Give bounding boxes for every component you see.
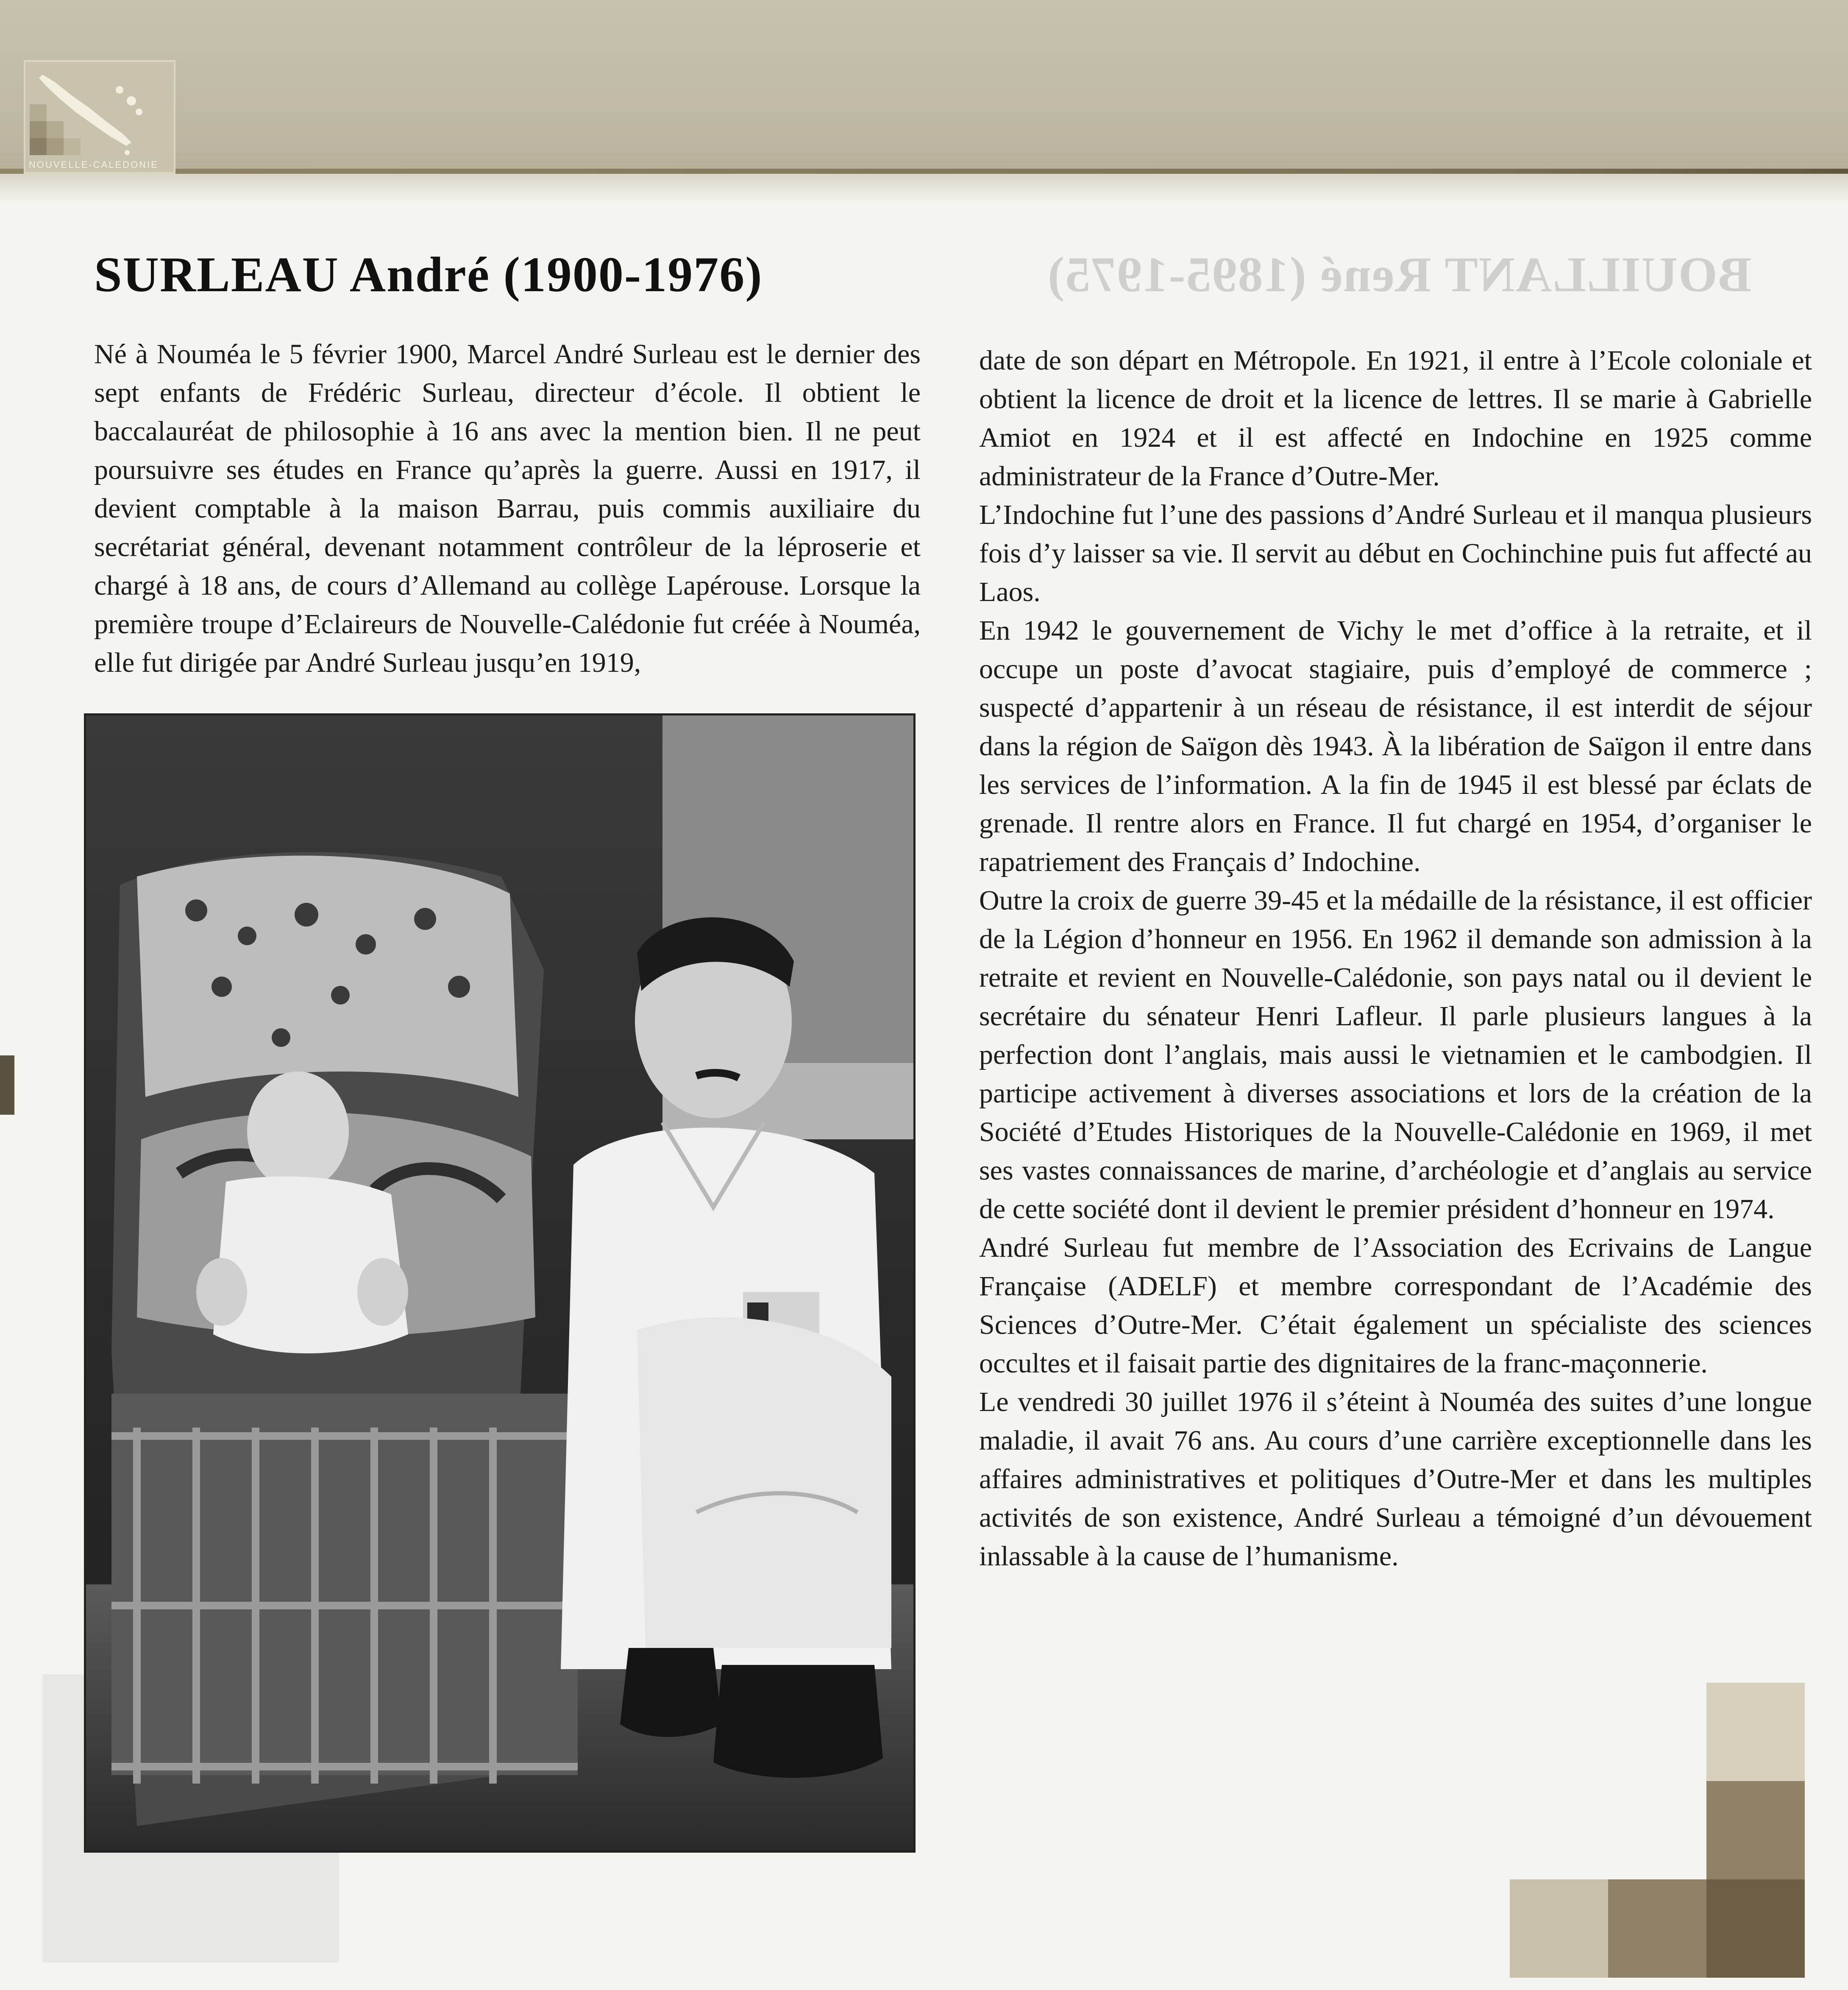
left-column (94, 335, 921, 682)
new-caledonia-logo (24, 60, 175, 174)
right-column (979, 341, 1812, 1575)
header-rule (0, 169, 1848, 174)
paragraph-2: L’Indochine fut l’une des passions d’André Surleau et il manqua plusieurs fois d’y laisser sa vie. Il servit au début en Cochinchine puis fut affecté au Laos. (979, 499, 1812, 607)
decor-square-4 (1608, 1879, 1706, 1978)
paragraph-5: André Surleau fut membre de l’Association des Ecrivains de Langue Française (ADELF) et membre correspondant de l’Académie des Sciences d’Outre-Mer. C’était également un spécialiste des sciences occultes et il faisait partie des dignitaires de la franc-maçonnerie. (979, 1232, 1812, 1379)
header-fade (0, 174, 1848, 203)
page-title: SURLEAU André (1900-1976) (94, 247, 763, 302)
new-caledonia-map-icon (25, 62, 174, 159)
paragraph-4: Outre la croix de guerre 39-45 et la médaille de la résistance, il est officier de la Légion d’honneur en 1956. En 1962 il demande son admission à la retraite et revient en Nouvelle-Calédonie, son pays natal ou il devient le secrétaire du sénateur Henri Lafleur. Il parle plusieurs langues à la perfection dont l’anglais, mais aussi le vietnamien et le cambodgien. Il participe activement à diverses associations et lors de la création de la Société d’Etudes Historiques de la Nouvelle-Calédonie en 1969, il met ses vastes connaissances de marine, d’archéologie et d’anglais au service de cette société dont il devient le premier président d’honneur en 1974. (979, 885, 1812, 1225)
decor-square-2 (1706, 1781, 1805, 1879)
decor-square-3 (1510, 1879, 1608, 1978)
decor-square-5 (1706, 1879, 1805, 1978)
bleed-through-title: BOUILLANT René (1895-1975) (1047, 247, 1752, 302)
portrait-photo (84, 713, 916, 1853)
side-tab-marker (0, 1055, 14, 1115)
paragraph-3: En 1942 le gouvernement de Vichy le met d’office à la retraite, et il occupe un poste d’avocat stagiaire, puis d’employé de commerce ; suspecté d’appartenir à un réseau de résistance, il est interdit de séjour dans la région de Saïgon dès 1943. À la libération de Saïgon il entre dans les services de l’information. A la fin de 1945 il est blessé par éclats de grenade. Il rentre alors en France. Il fut chargé en 1954, d’organiser le rapatriement des Français d’ Indochine. (979, 615, 1812, 877)
logo-label: NOUVELLE-CALEDONIE (29, 159, 159, 170)
photo-illustration (86, 715, 913, 1851)
paragraph-1: date de son départ en Métropole. En 1921, il entre à l’Ecole coloniale et obtient la licence de droit et la licence de lettres. Il se marie à Gabrielle Amiot en 1924 et il est affecté en Indochine en 1925 comme administrateur de la France d’Outre-Mer. (979, 345, 1812, 492)
paragraph-6: Le vendredi 30 juillet 1976 il s’éteint à Nouméa des suites d’une longue maladie, il avait 76 ans. Au cours d’une carrière exceptionnelle dans les affaires administratives et politiques d’Outre-Mer et dans les multiples activités de son existence, André Surleau a témoigné d’un dévouement inlassable à la cause de l’humanisme. (979, 1386, 1812, 1572)
intro-paragraph: Né à Nouméa le 5 février 1900, Marcel André Surleau est le dernier des sept enfants de Frédéric Surleau, directeur d’école. Il obtient le baccalauréat de philosophie à 16 ans avec la mention bien. Il ne peut poursuivre ses études en France qu’après la guerre. Aussi en 1917, il devient comptable à la maison Barrau, puis commis auxiliaire du secrétariat général, devenant notamment contrôleur de la léproserie et chargé à 18 ans, de cours d’Allemand au collège Lapérouse. Lorsque la première troupe d’Eclaireurs de Nouvelle-Calédonie fut créée à Nouméa, elle fut dirigée par André Surleau jusqu’en 1919, (94, 339, 921, 678)
decor-square-1 (1706, 1683, 1805, 1781)
